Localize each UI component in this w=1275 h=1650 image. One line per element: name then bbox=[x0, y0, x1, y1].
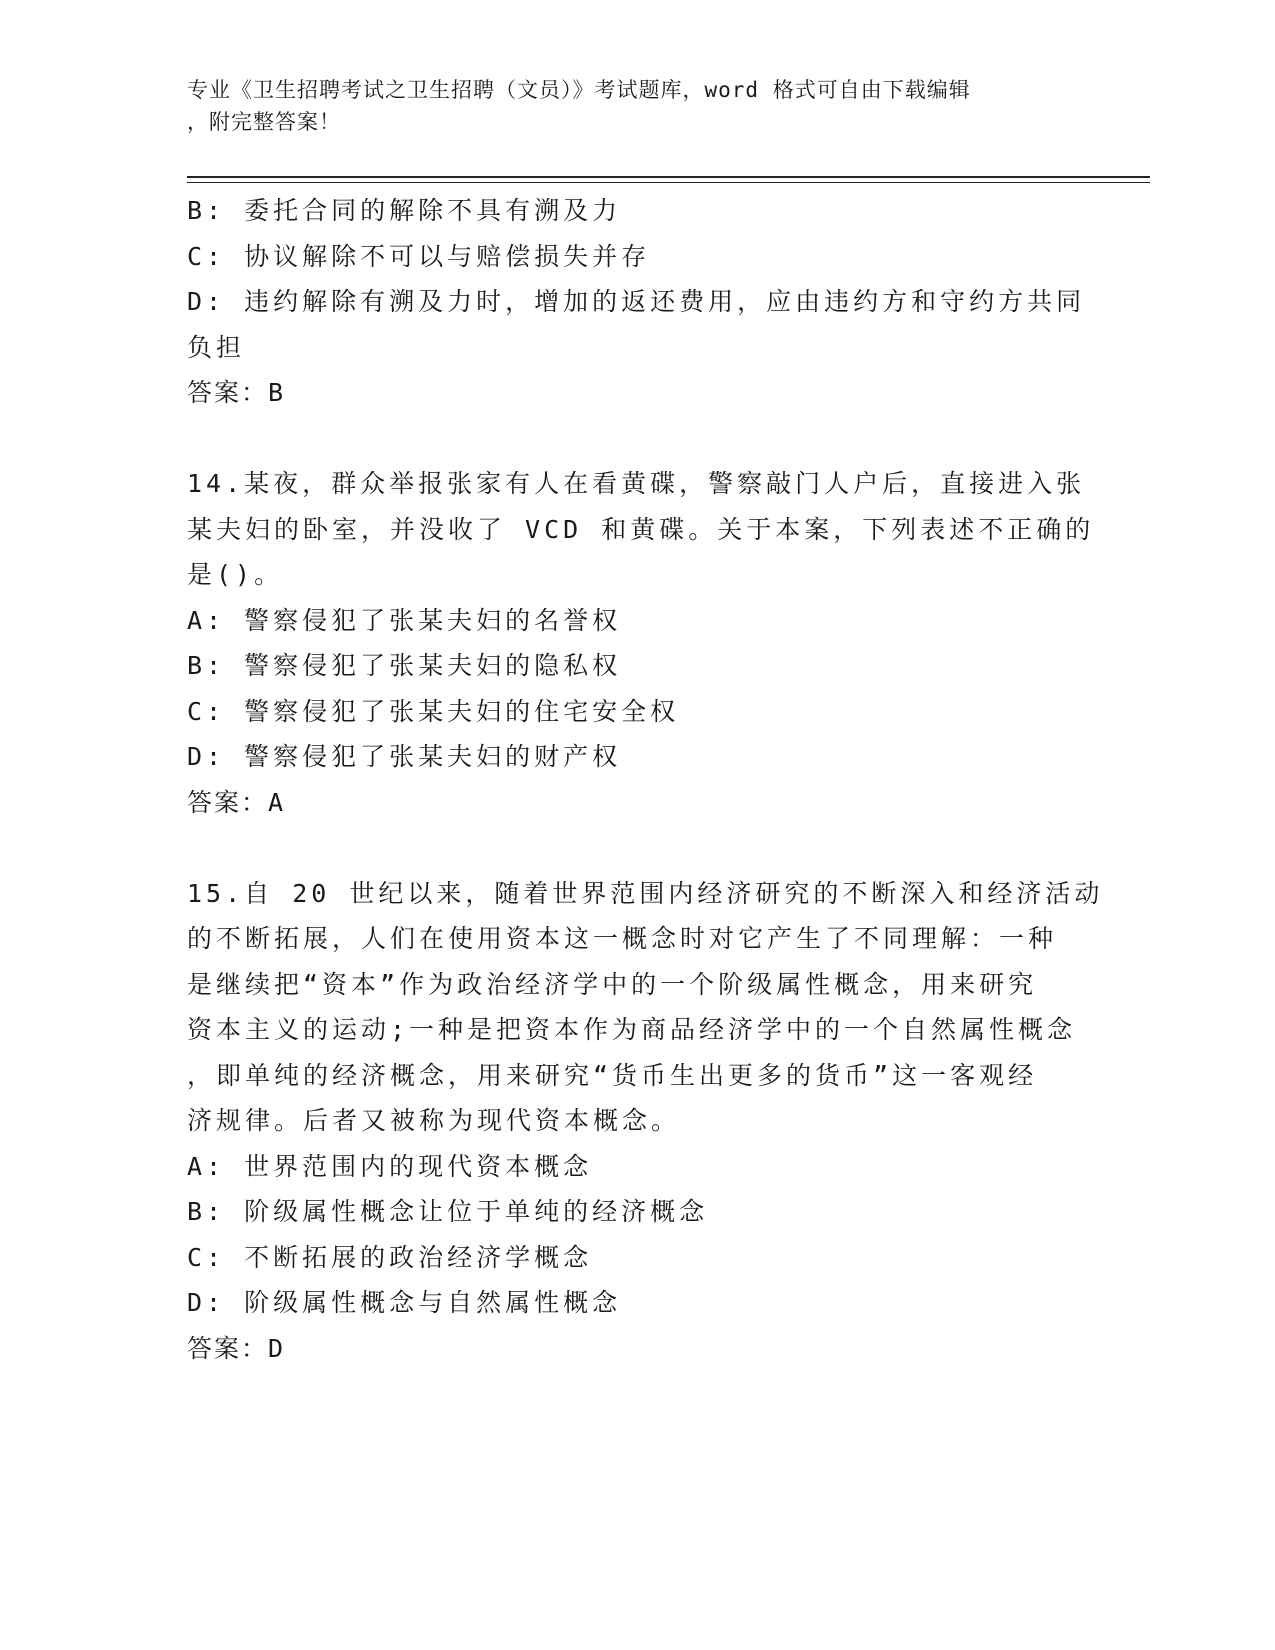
question-13-tail bbox=[187, 188, 1086, 416]
option-d: D: 警察侵犯了张某夫妇的财产权 bbox=[187, 742, 622, 771]
question-content bbox=[187, 188, 1104, 1371]
option-d-line-2: 负担 bbox=[187, 332, 246, 362]
answer: 答案：A bbox=[187, 787, 286, 817]
page-header bbox=[187, 74, 1067, 138]
question-stem-line-4: 资本主义的运动;一种是把资本作为商品经济学中的一个自然属性概念 bbox=[187, 1015, 1077, 1044]
option-d-line-1: D: 违约解除有溯及力时，增加的返还费用，应由违约方和守约方共同 bbox=[187, 287, 1086, 316]
option-a: A: 警察侵犯了张某夫妇的名誉权 bbox=[187, 605, 622, 635]
question-stem-line-2: 某夫妇的卧室，并没收了 VCD 和黄碟。关于本案，下列表述不正确的 bbox=[187, 514, 1095, 544]
option-c: C: 协议解除不可以与赔偿损失并存 bbox=[187, 241, 651, 271]
option-b: B: 警察侵犯了张某夫妇的隐私权 bbox=[187, 651, 622, 680]
header-line-1: 专业《卫生招聘考试之卫生招聘（文员）》考试题库，word 格式可自由下载编辑 bbox=[187, 78, 971, 102]
header-rule-thick bbox=[187, 176, 1150, 178]
spacer bbox=[187, 825, 1067, 871]
question-stem-line-6: 济规律。后者又被称为现代资本概念。 bbox=[187, 1106, 681, 1135]
header-line-2: ，附完整答案！ bbox=[187, 110, 341, 134]
question-stem-line-5: ，即单纯的经济概念，用来研究“货币生出更多的货币”这一客观经 bbox=[187, 1060, 1038, 1090]
answer: 答案：B bbox=[187, 378, 286, 407]
answer: 答案：D bbox=[187, 1333, 286, 1363]
header-rule-thin bbox=[187, 182, 1150, 183]
question-stem-line-3: 是()。 bbox=[187, 560, 284, 589]
option-b: B: 委托合同的解除不具有溯及力 bbox=[187, 196, 622, 225]
option-a: A: 世界范围内的现代资本概念 bbox=[187, 1151, 593, 1181]
question-15 bbox=[187, 871, 1104, 1372]
question-stem-line-1: 15.自 20 世纪以来，随着世界范围内经济研究的不断深入和经济活动 bbox=[187, 878, 1104, 908]
question-14 bbox=[187, 461, 1095, 825]
option-b: B: 阶级属性概念让位于单纯的经济概念 bbox=[187, 1197, 709, 1226]
option-d: D: 阶级属性概念与自然属性概念 bbox=[187, 1288, 622, 1317]
question-stem-line-2: 的不断拓展，人们在使用资本这一概念时对它产生了不同理解：一种 bbox=[187, 924, 1058, 953]
option-c: C: 不断拓展的政治经济学概念 bbox=[187, 1242, 593, 1272]
option-c: C: 警察侵犯了张某夫妇的住宅安全权 bbox=[187, 696, 680, 726]
question-stem-line-3: 是继续把“资本”作为政治经济学中的一个阶级属性概念，用来研究 bbox=[187, 969, 1038, 999]
question-stem-line-1: 14.某夜，群众举报张家有人在看黄碟，警察敲门人户后，直接进入张 bbox=[187, 469, 1086, 498]
spacer bbox=[187, 416, 1067, 462]
